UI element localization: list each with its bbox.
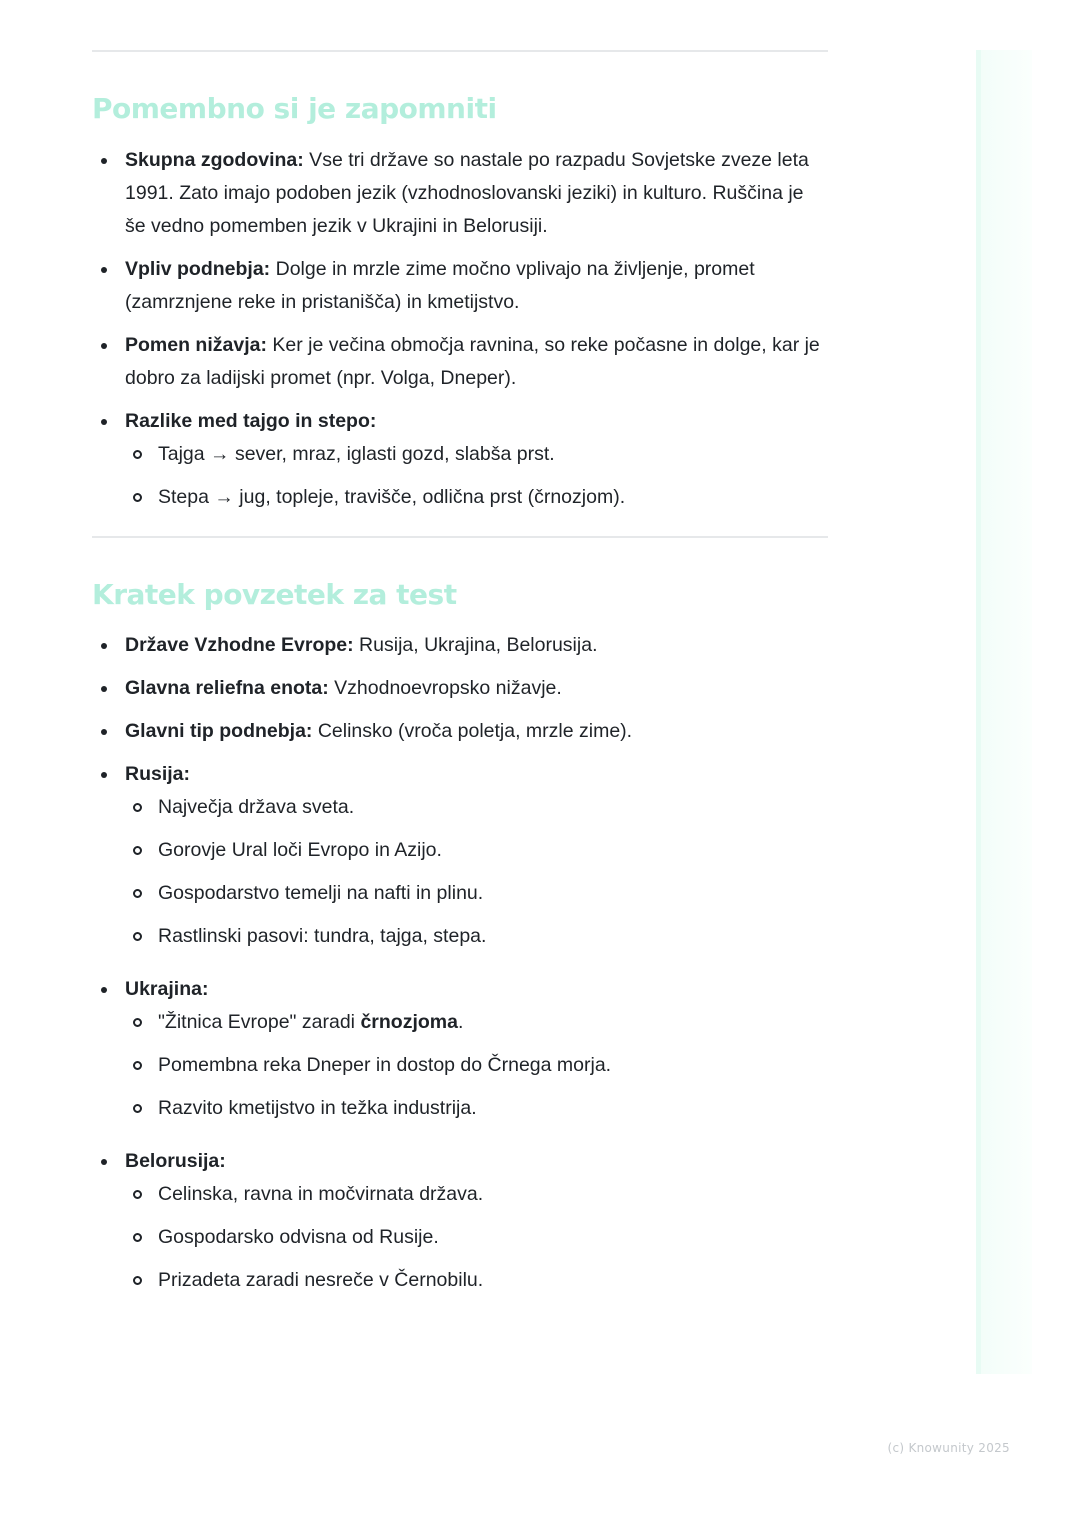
sub-list-item: Gospodarstvo temelji na nafti in plinu. [125,877,828,910]
sub-list [125,438,828,514]
item-term: Belorusija: [125,1150,226,1173]
copyright-footer: (c) Knowunity 2025 [887,1441,1010,1455]
list-item [92,329,828,395]
item-term: Ukrajina: [125,978,209,1001]
item-text: Vzhodnoevropsko nižavje. [328,677,562,700]
remember-list [92,144,828,514]
item-term: Vpliv podnebja: [125,257,271,280]
sub-list-item: Največja država sveta. [125,791,828,824]
sub-list-item: Rastlinski pasovi: tundra, tajga, stepa. [125,920,828,953]
sub-list-item: Gospodarsko odvisna od Rusije. [125,1221,828,1254]
sub-list-item: Gorovje Ural loči Evropo in Azijo. [125,834,828,867]
sub-text: . [457,1011,464,1034]
item-term: Glavni tip podnebja: [125,720,313,743]
item-text: Rusija, Ukrajina, Belorusija. [353,634,598,657]
decorative-sidebar [976,50,1032,1374]
section-heading-remember: Pomembno si je zapomniti [92,92,497,125]
divider [92,536,828,538]
sub-list-item: Tajga → sever, mraz, iglasti gozd, slabša prst. [125,438,828,471]
sub-bold-text: črnozjoma [360,1011,458,1034]
list-item [92,758,828,953]
list-item [92,629,828,662]
sub-list-item: Razvito kmetijstvo in težka industrija. [125,1092,828,1125]
sub-list-item: Celinska, ravna in močvirnata država. [125,1178,828,1211]
item-term: Skupna zgodovina: [125,148,304,171]
list-item [92,672,828,705]
sub-list [125,1178,828,1297]
item-term: Razlike med tajgo in stepo: [125,409,377,432]
list-item [92,253,828,319]
item-term: Države Vzhodne Evrope: [125,634,354,657]
list-item [92,1145,828,1297]
item-text: Ker je večina območja ravnina, so reke počasne in dolge, kar je dobro za ladijski promet (npr. Volga, Dneper). [125,333,820,389]
sub-list-item: Prizadeta zaradi nesreče v Černobilu. [125,1264,828,1297]
item-term: Rusija: [125,763,191,786]
list-item [92,973,828,1125]
sub-list [125,1006,828,1125]
sub-list-item [125,1006,828,1039]
sub-list-item: Stepa → jug, topleje, travišče, odlična prst (črnozjom). [125,481,828,514]
item-text: Dolge in mrzle zime močno vplivajo na življenje, promet (zamrznjene reke in pristanišča) in kmetijstvo. [125,257,755,313]
list-item [92,715,828,748]
item-text: Vse tri države so nastale po razpadu Sovjetske zveze leta 1991. Zato imajo podoben jezik (vzhodnoslovanski jeziki) in kulturo. Ruščina je še vedno pomemben jezik v Ukrajini in Belorusiji. [125,148,809,237]
item-term: Glavna reliefna enota: [125,677,329,700]
summary-list [92,629,828,1297]
sub-list-item: Pomembna reka Dneper in dostop do Črnega morja. [125,1049,828,1082]
sub-text: "Žitnica Evrope" zaradi [158,1011,361,1034]
item-term: Pomen nižavja: [125,333,267,356]
item-text: Celinsko (vroča poletja, mrzle zime). [312,720,633,743]
divider [92,50,828,52]
list-item [92,144,828,243]
list-item [92,405,828,514]
document-content [92,0,828,1307]
section-heading-summary: Kratek povzetek za test [92,577,457,611]
sub-list [125,791,828,953]
